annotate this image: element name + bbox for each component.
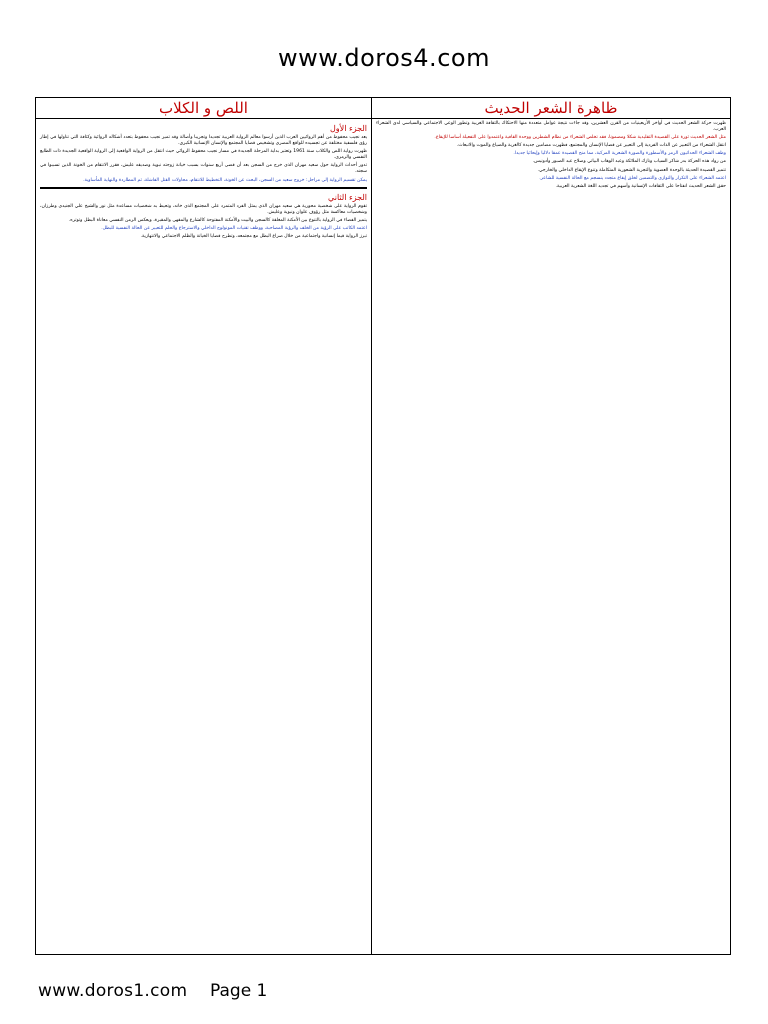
paragraph: يتميز الفضاء في الرواية بالتنوع بين الأمكنة المغلقة كالسجن والبيت والأمكنة المفتوحة كالشارع والمقهى والمقبرة، ويعكس الزمن النفسي معاناة البطل وتوتره. [68,217,367,223]
paragraph: حقق الشعر الحديث انفتاحا على الثقافات الإنسانية وأسهم في تجديد اللغة الشعرية العربية. [555,183,726,189]
left-column-heading: اللص و الكلاب [36,98,371,119]
document-sheet [35,97,731,955]
left-column-body [36,119,371,244]
right-column-body [372,119,730,194]
right-column [372,98,730,954]
footer-site-url[interactable]: www.doros1.com [38,981,188,1001]
section-title: الجزء الأول [329,124,367,133]
paragraph: وظف الشعراء الحداثيون الرمز والأسطورة والصورة الشعرية المركبة، مما منح القصيدة عمقا دلاليا وإيحائيا جديدا. [513,151,726,157]
paragraph: تبرز الرواية قيما إنسانية واجتماعية من خلال صراع البطل مع مجتمعه، وتطرح قضايا الخيانة والظلم الاجتماعي والانتهازية. [140,234,367,240]
right-column-heading: ظاهرة الشعر الحديث [372,98,730,119]
paragraph: من رواد هذه الحركة بدر شاكر السياب ونازك الملائكة وعبد الوهاب البياتي وصلاح عبد الصبور وأدونيس. [532,159,726,165]
paragraph: ظهرت رواية اللص والكلاب سنة 1961 وتعتبر بداية المرحلة الجديدة في مسار نجيب محفوظ الروائي حيث انتقل من الرواية الواقعية إلى الرواية الواقعية الجديدة ذات الطابع النفسي والرمزي. [40,149,367,161]
left-column [36,98,372,954]
paragraph: انتقل الشعراء من التعبير عن الذات الفردية إلى التعبير عن قضايا الإنسان والمجتمع، فظهرت مضامين جديدة كالغربة والضياع والموت والانبعاث. [456,143,726,149]
paragraph: تقوم الرواية على شخصية محورية هي سعيد مهران الذي يمثل الفرد المتمرد على المجتمع الذي خانه، وتحيط به شخصيات مساعدة مثل نور والشيخ علي الجنيدي وطرزان، وشخصيات معاكسة مثل رؤوف علوان ونبوية وعليش. [40,203,367,215]
paragraph: ظهرت حركة الشعر الحديث في أواخر الأربعينيات من القرن العشرين، وقد جاءت نتيجة عوامل متعددة منها الاحتكاك بالثقافة الغربية وتطور الوعي الاجتماعي والسياسي لدى الشعراء العرب. [376,121,726,133]
header-site-url[interactable]: www.doros4.com [278,44,490,72]
paragraph: اعتمد الكاتب على الرؤية من الخلف والرؤية المصاحبة، ووظف تقنيات المونولوج الداخلي والاسترجاع والحلم للتعبير عن الحالة النفسية للبطل. [101,225,367,231]
paragraph: تدور أحداث الرواية حول سعيد مهران الذي خرج من السجن بعد أن قضى أربع سنوات بسبب خيانة زوجته نبوية وصديقه عليش، فقرر الانتقام من الخونة الذين تسببوا في سجنه. [40,163,367,175]
paragraph: يعد نجيب محفوظ من أهم الروائيين العرب الذين أرسوا معالم الرواية العربية تجديدا وتجريبا وأصالة وقد تميز نجيب محفوظ بتعدد أشكاله الروائية وكثافة التي تناولها في إطار رؤى فلسفية مختلفة عن تجسيده للواقع المصري وتشخيص قضايا المجتمع والإنسان الإنسانية الكبرى. [40,135,367,147]
page-number: Page 1 [210,981,268,1001]
paragraph: تتميز القصيدة الحديثة بالوحدة العضوية والتجربة الشعورية المتكاملة وتنوع الإيقاع الداخلي والخارجي. [537,167,726,173]
divider [40,187,367,189]
paragraph: مثل الشعر الحديث ثورة على القصيدة التقليدية شكلا ومضمونا، فقد تخلص الشعراء من نظام الشطرين ووحدة القافية واعتمدوا على التفعيلة أساسا للإيقاع. [434,135,726,141]
paragraph: يمكن تقسيم الرواية إلى مراحل: خروج سعيد من السجن، البحث عن الخونة، التخطيط للانتقام، محاولات القتل الفاشلة، ثم المطاردة والنهاية المأساوية. [83,177,367,183]
paragraph: اعتمد الشعراء على التكرار والتوازي والتضمين لخلق إيقاع متجدد ينسجم مع الحالة النفسية للشاعر. [539,175,726,181]
section-title: الجزء الثاني [328,192,367,202]
